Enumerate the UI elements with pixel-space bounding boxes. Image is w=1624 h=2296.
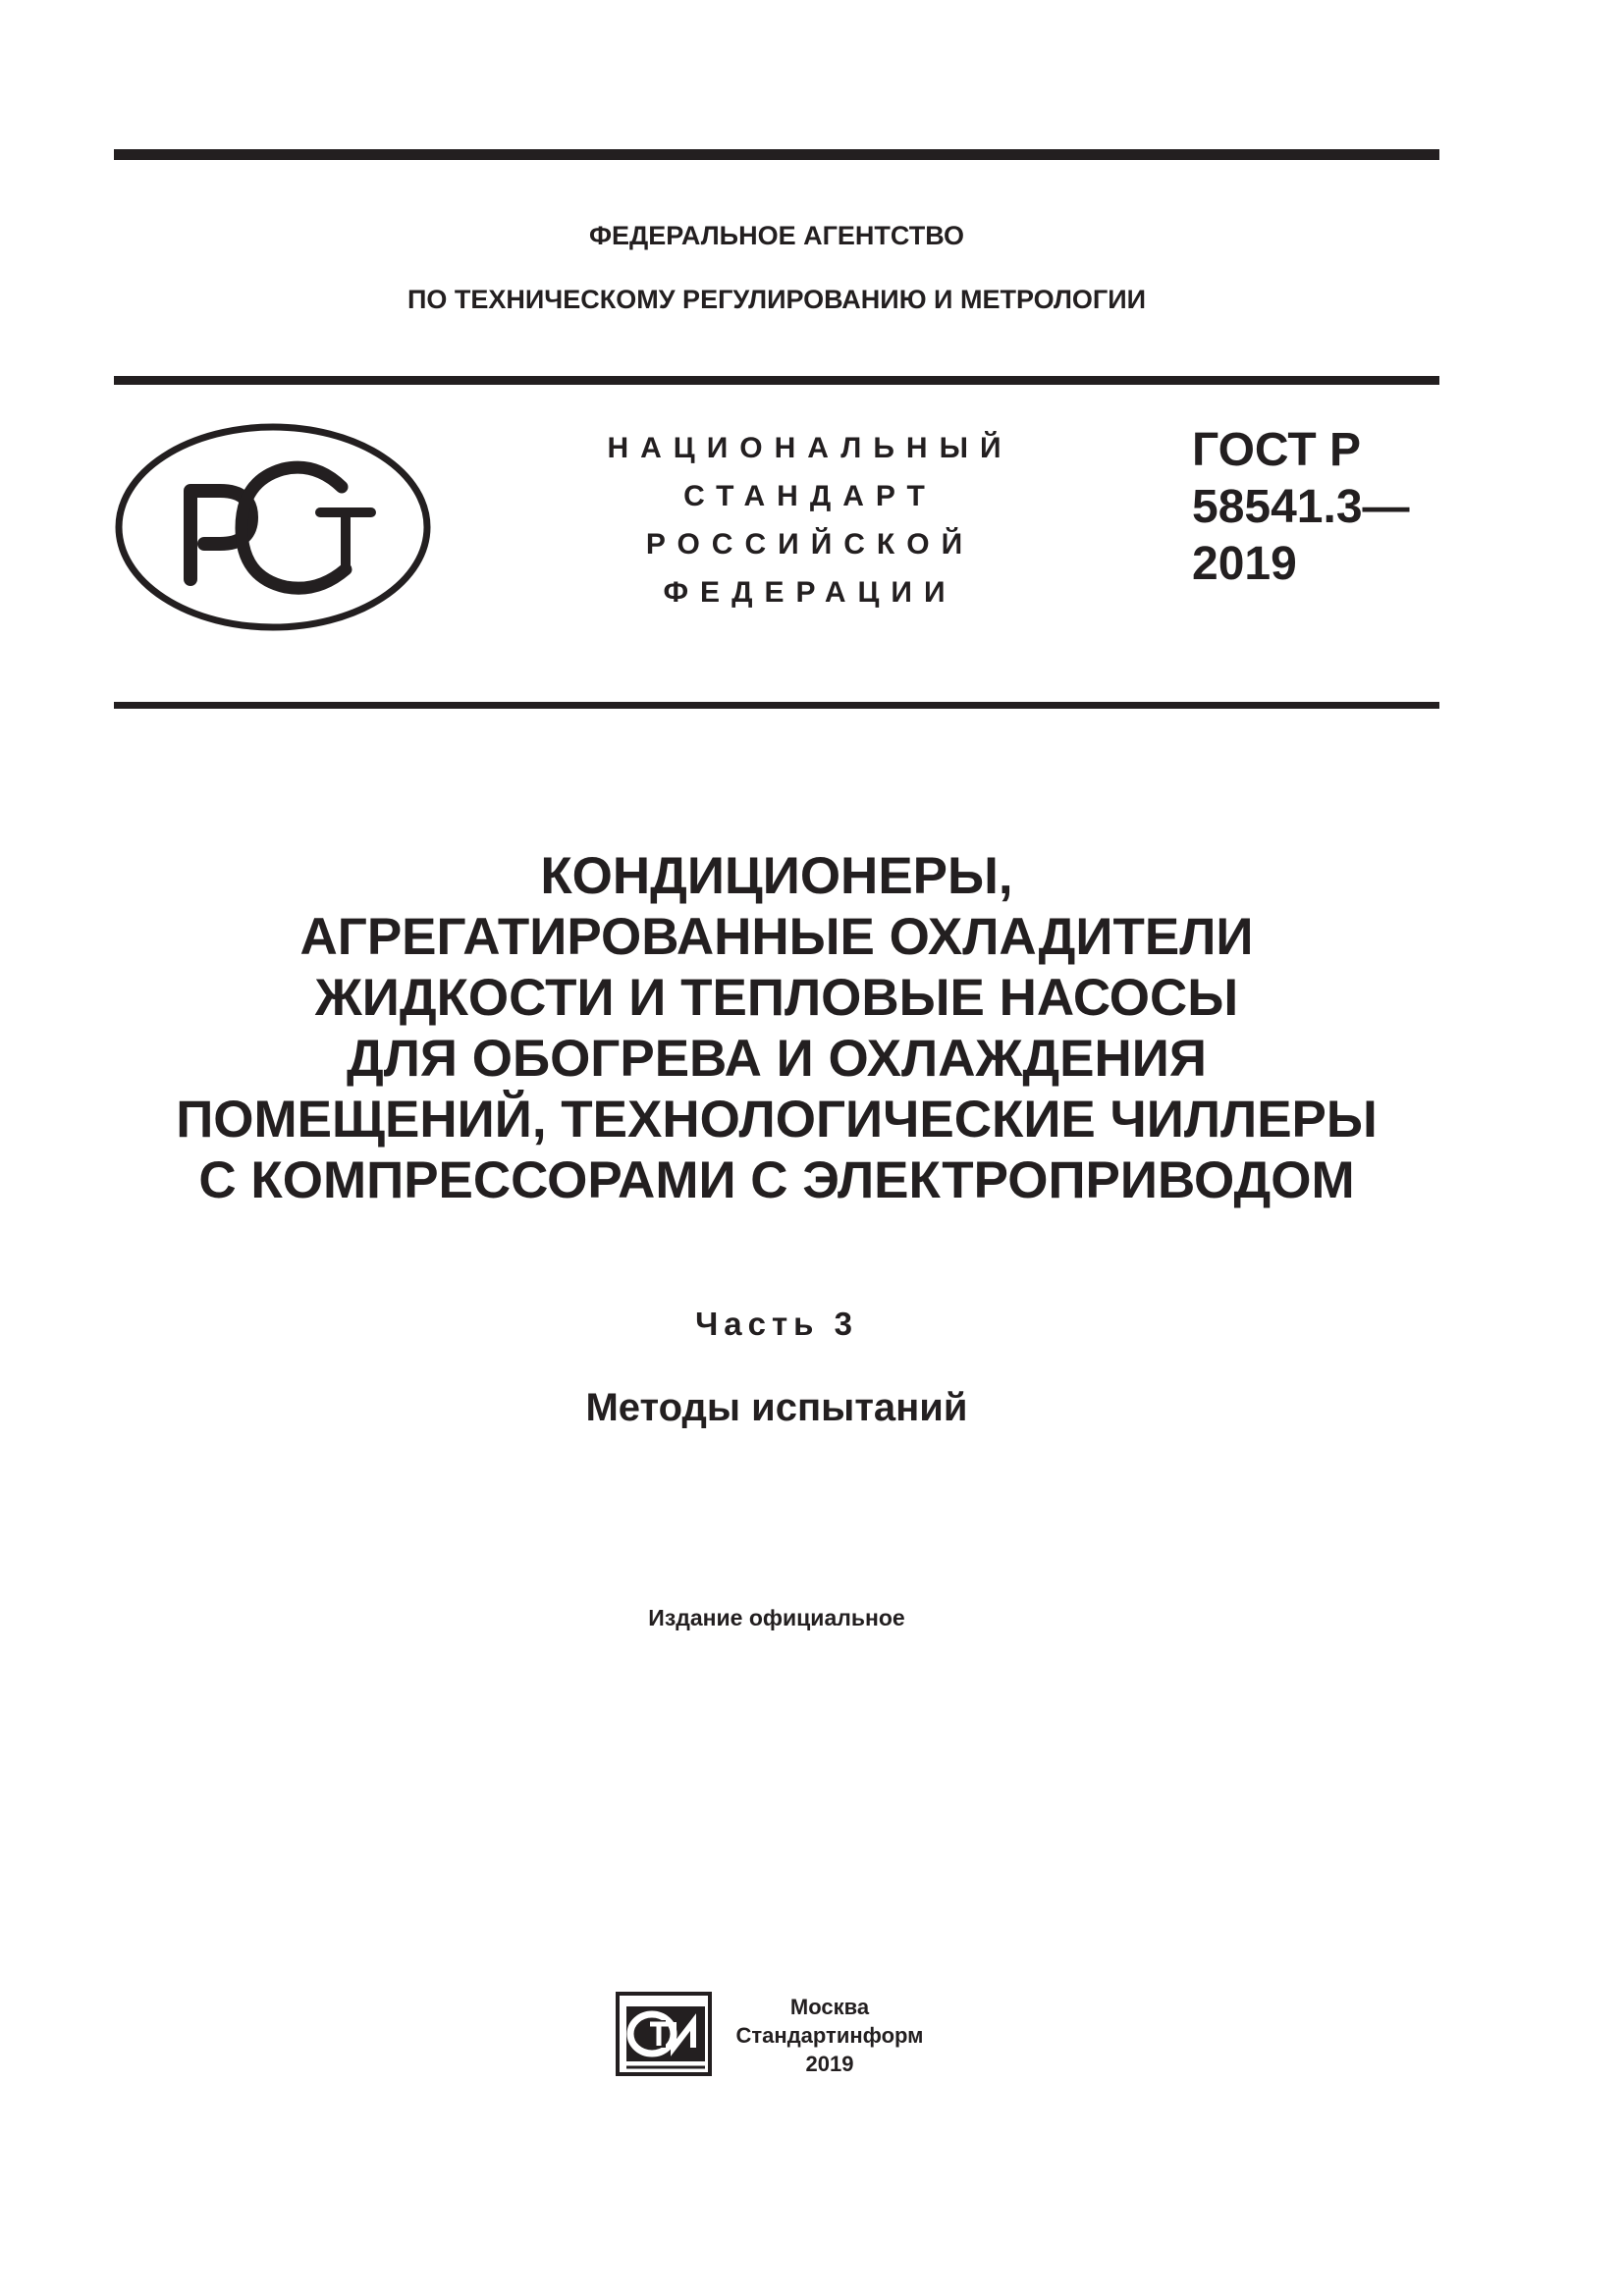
title-line: С КОМПРЕССОРАМИ С ЭЛЕКТРОПРИВОДОМ	[198, 1151, 1355, 1209]
rst-certification-mark-icon	[114, 422, 433, 633]
title-rule	[114, 702, 1439, 709]
agency-name-line-1: ФЕДЕРАЛЬНОЕ АГЕНТСТВО	[588, 221, 965, 250]
national-standard-line: НАЦИОНАЛЬНЫЙ	[607, 432, 1013, 464]
national-standard-line: ФЕДЕРАЦИИ	[663, 576, 957, 609]
publisher-year: 2019	[805, 2052, 854, 2076]
publisher-name: Стандартинформ	[735, 2023, 924, 2048]
edition-label: Издание официальное	[648, 1605, 905, 1630]
gost-prefix: ГОСТ Р	[1192, 424, 1362, 476]
top-rule	[114, 149, 1439, 160]
national-standard-line: РОССИЙСКОЙ	[645, 528, 975, 561]
national-standard-label	[579, 424, 1041, 616]
title-line: КОНДИЦИОНЕРЫ,	[540, 847, 1013, 905]
agency-name-line-2: ПО ТЕХНИЧЕСКОМУ РЕГУЛИРОВАНИЮ И МЕТРОЛОГИИ	[406, 285, 1147, 314]
gost-designation	[1192, 422, 1447, 593]
document-subtitle: Методы испытаний	[585, 1386, 968, 1429]
title-line: ЖИДКОСТИ И ТЕПЛОВЫЕ НАСОСЫ	[314, 969, 1239, 1027]
title-line: ПОМЕЩЕНИЙ, ТЕХНОЛОГИЧЕСКИЕ ЧИЛЛЕРЫ	[176, 1091, 1378, 1148]
publisher-city: Москва	[789, 1995, 870, 2019]
publisher-block	[727, 1993, 933, 2078]
title-line: АГРЕГАТИРОВАННЫЕ ОХЛАДИТЕЛИ	[299, 908, 1254, 966]
gost-year: 2019	[1192, 538, 1297, 590]
title-line: ДЛЯ ОБОГРЕВА И ОХЛАЖДЕНИЯ	[346, 1030, 1207, 1088]
gost-number: 58541.3—	[1192, 481, 1410, 533]
header-rule	[114, 376, 1439, 385]
standartinform-logo-icon	[615, 1991, 713, 2077]
national-standard-line: СТАНДАРТ	[683, 480, 937, 512]
document-title	[114, 846, 1439, 1211]
part-number: Часть 3	[695, 1306, 858, 1342]
